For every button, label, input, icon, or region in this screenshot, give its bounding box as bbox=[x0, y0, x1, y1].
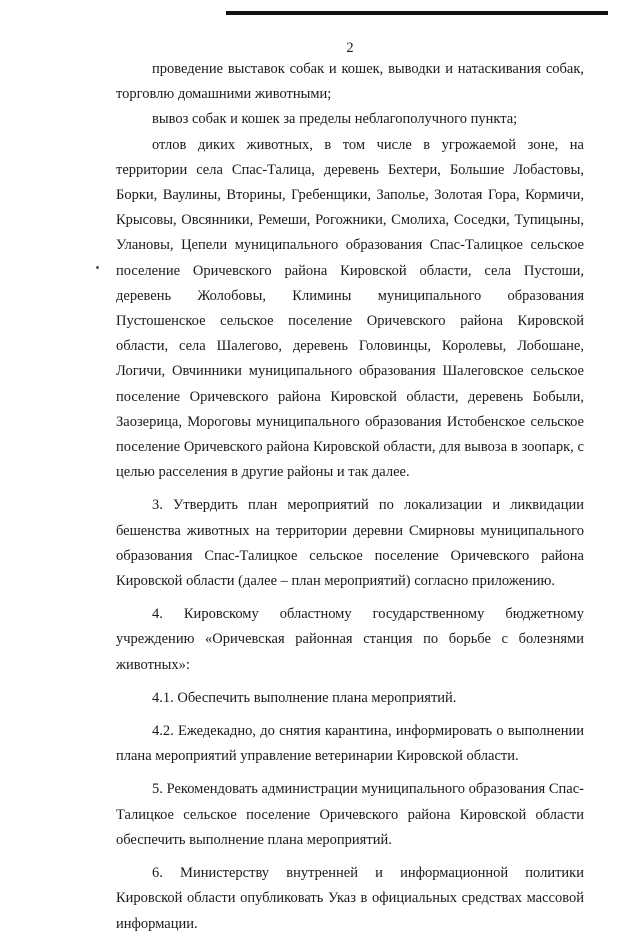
paragraph-item-4-2: 4.2. Ежедекадно, до снятия карантина, информировать о выполнении плана мероприятий управление ветеринарии Кировской области. bbox=[116, 723, 584, 765]
paragraph-export-pets: вывоз собак и кошек за пределы неблагополучного пункта; bbox=[152, 111, 518, 128]
paragraph-exhibitions: проведение выставок собак и кошек, выводки и натаскивания собак, торговлю домашними животными; bbox=[116, 61, 584, 103]
paragraph-wild-animals: отлов диких животных, в том числе в угрожаемой зоне, на территории села Спас-Талица, деревень Бехтери, Большие Лобастовы, Борки, Ваулины, Вторины, Гребенщики, Заполье, Золотая Гора, Кормичи, Крысовы, Овсянники, Ремеши, Рогожники, Смолиха, Соседки, Тупицыны, Улановы, Цепели муниципального образования Спас-Талицкое сельское поселение Оричевского района Кировской области, села Пустоши, деревень Жолобовы, Климины муниципального образования Пустошенское сельское поселение Оричевского района Кировской области, села Шалегово, деревень Головинцы, Королевы, Лобошане, Логичи, Овчинники муниципального образования Шалеговское сельское поселение Оричевского района Кировской области, деревень Бобыли, Заозерица, Мороговы муниципального образования Истобенское сельское поселение Оричевского района Кировской области, для вывоза в зоопарк, с целью расселения в другие районы и так далее. bbox=[116, 136, 584, 481]
scan-speck bbox=[96, 266, 99, 269]
paragraph-item-6: 6. Министерству внутренней и информационной политики Кировской области опубликовать Указ в официальных средствах массовой информации. bbox=[116, 865, 584, 932]
paragraph-item-4-1: 4.1. Обеспечить выполнение плана мероприятий. bbox=[152, 689, 457, 706]
paragraph-item-5: 5. Рекомендовать администрации муниципального образования Спас-Талицкое сельское поселение Оричевского района Кировской области обеспечить выполнение плана мероприятий. bbox=[116, 781, 584, 848]
paragraph-item-4: 4. Кировскому областному государственному бюджетному учреждению «Оричевская районная станция по борьбе с болезнями животных»: bbox=[116, 606, 584, 673]
header-rule bbox=[226, 11, 608, 15]
paragraph-item-3: 3. Утвердить план мероприятий по локализации и ликвидации бешенства животных на территории деревни Смирновы муниципального образования Спас-Талицкое сельское поселение Оричевского района Кировской области (далее – план мероприятий) согласно приложению. bbox=[116, 497, 584, 590]
page-number: 2 bbox=[346, 40, 354, 56]
document-body bbox=[116, 57, 584, 945]
